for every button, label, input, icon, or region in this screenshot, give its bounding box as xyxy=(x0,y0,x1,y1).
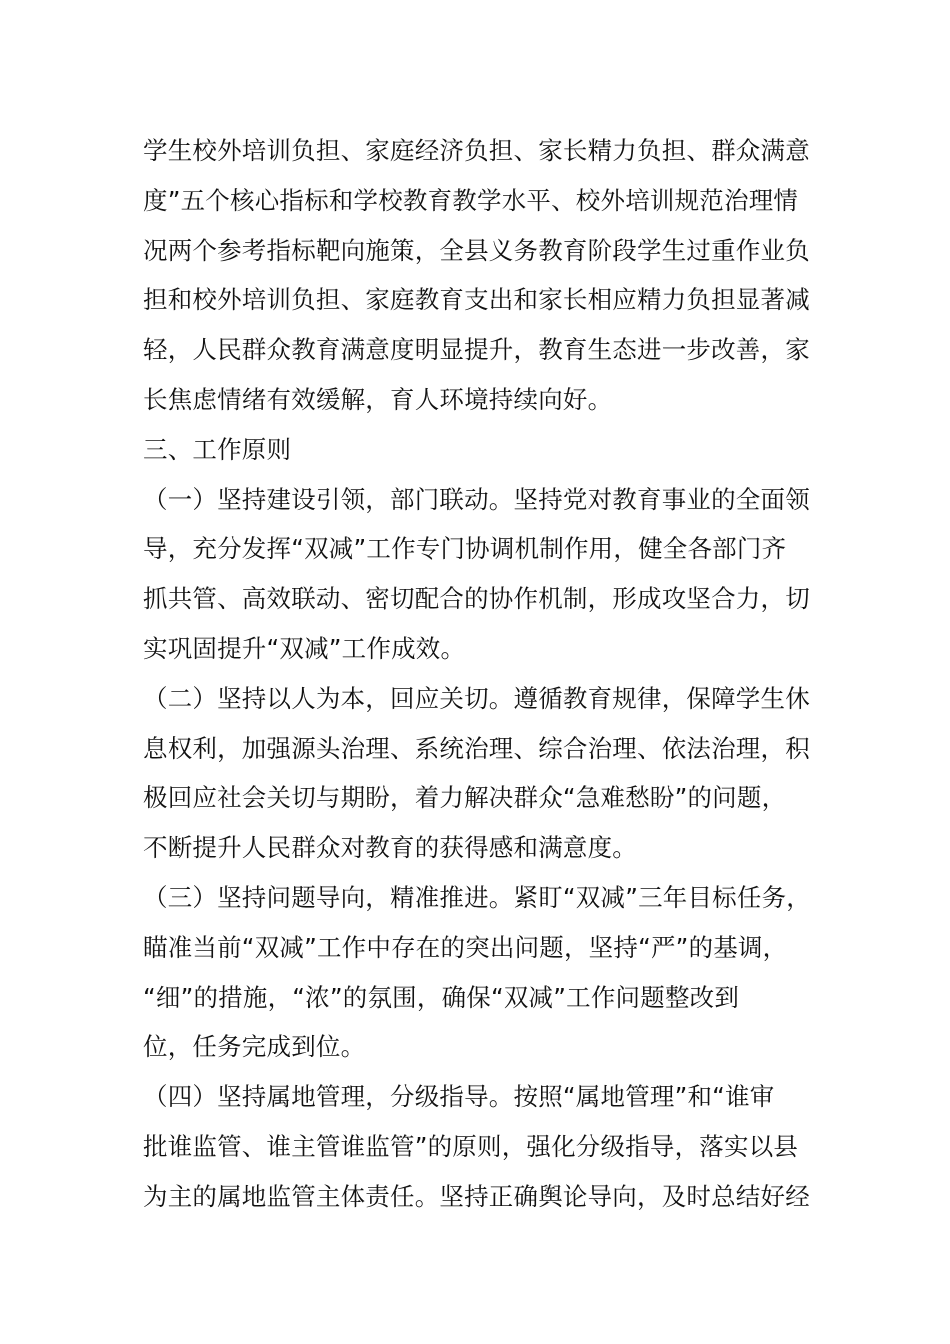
text-line: 抓共管、高效联动、密切配合的协作机制，形成攻坚合力，切 xyxy=(143,584,810,614)
text-line: 批谁监管、谁主管谁监管”的原则，强化分级指导，落实以县 xyxy=(143,1131,799,1161)
text-line: 况两个参考指标靶向施策，全县义务教育阶段学生过重作业负 xyxy=(143,235,810,265)
text-line: “细”的措施，“浓”的氛围，确保“双减”工作问题整改到 xyxy=(143,982,740,1012)
text-line: 担和校外培训负担、家庭教育支出和家长相应精力负担显著减 xyxy=(143,285,810,315)
document-body xyxy=(143,126,823,1222)
text-line: （一）坚持建设引领，部门联动。坚持党对教育事业的全面领 xyxy=(143,484,810,514)
text-line: 为主的属地监管主体责任。坚持正确舆论导向，及时总结好经 xyxy=(143,1181,810,1211)
text-line: 实巩固提升“双减”工作成效。 xyxy=(143,633,466,663)
text-line: 学生校外培训负担、家庭经济负担、家长精力负担、群众满意 xyxy=(143,136,810,165)
text-line: 极回应社会关切与期盼，着力解决群众“急难愁盼”的问题， xyxy=(143,783,787,813)
text-line: （三）坚持问题导向，精准推进。紧盯“双减”三年目标任务， xyxy=(143,882,811,912)
text-line: 位，任务完成到位。 xyxy=(143,1032,366,1062)
text-line: 不断提升人民群众对教育的获得感和满意度。 xyxy=(143,833,637,863)
text-line: （二）坚持以人为本，回应关切。遵循教育规律，保障学生休 xyxy=(143,683,810,713)
text-line: 瞄准当前“双减”工作中存在的突出问题，坚持“严”的基调， xyxy=(143,932,788,962)
section-heading: 三、工作原则 xyxy=(143,434,292,464)
text-line: 轻，人民群众教育满意度明显提升，教育生态进一步改善，家 xyxy=(143,335,810,365)
text-line: 度”五个核心指标和学校教育教学水平、校外培训规范治理情 xyxy=(143,185,799,215)
text-line: 息权利，加强源头治理、系统治理、综合治理、依法治理，积 xyxy=(143,733,810,763)
text-line: （四）坚持属地管理，分级指导。按照“属地管理”和“谁审 xyxy=(143,1082,775,1112)
text-line: 长焦虑情绪有效缓解，育人环境持续向好。 xyxy=(143,384,613,414)
text-line: 导，充分发挥“双减”工作专门协调机制作用，健全各部门齐 xyxy=(143,534,787,564)
